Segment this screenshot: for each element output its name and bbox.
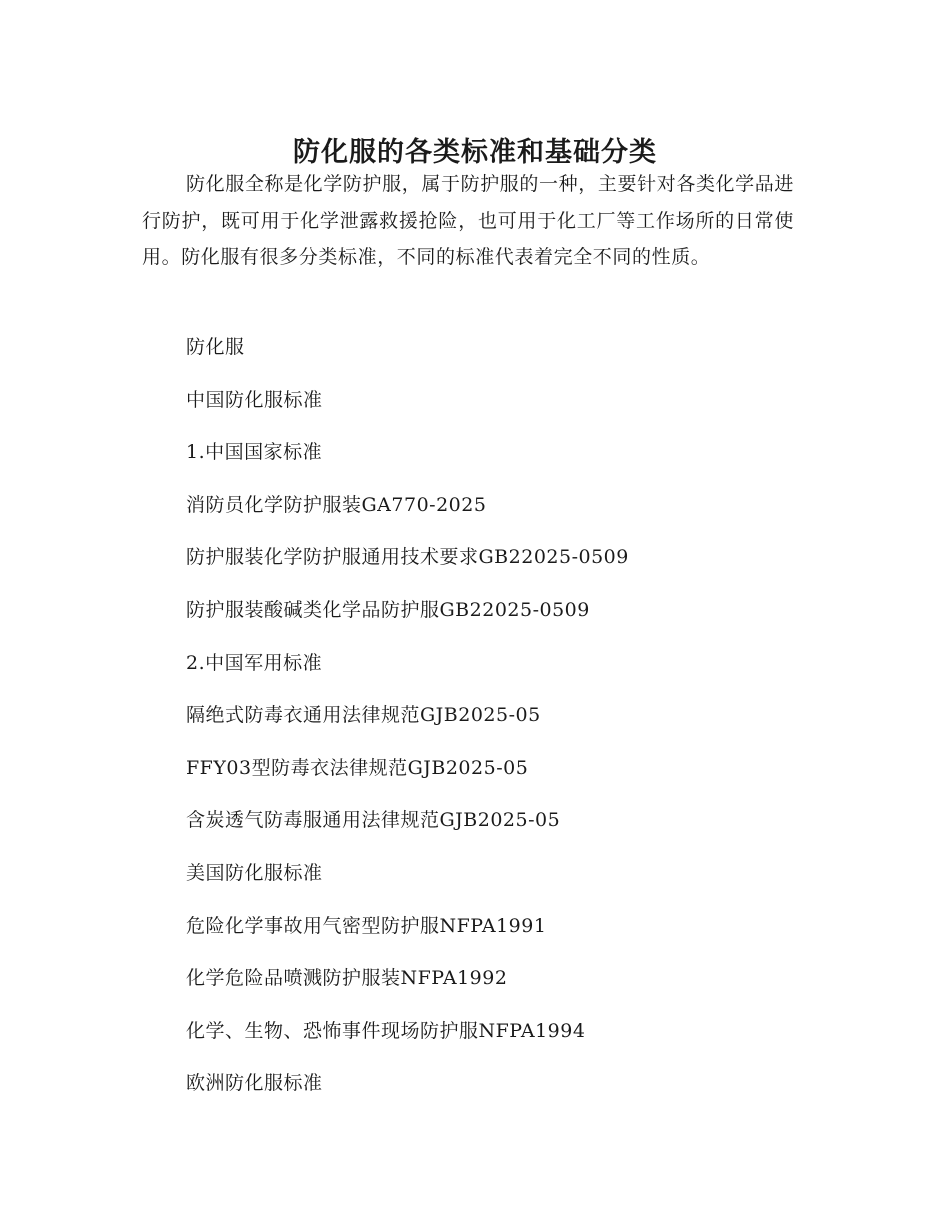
paragraph-line: 防护服装化学防护服通用技术要求GB22025-0509 <box>186 546 629 569</box>
paragraph-line: 化学危险品喷溅防护服装NFPA1992 <box>186 967 508 990</box>
paragraph-line: 危险化学事故用气密型防护服NFPA1991 <box>186 914 547 937</box>
paragraph-line: 防护服装酸碱类化学品防护服GB22025-0509 <box>186 598 590 621</box>
paragraph-line: 中国防化服标准 <box>186 388 323 411</box>
paragraph-line: 化学、生物、恐怖事件现场防护服NFPA1994 <box>186 1019 586 1042</box>
document-title: 防化服的各类标准和基础分类 <box>293 137 657 169</box>
standards-list <box>186 330 826 1119</box>
paragraph-line: 消防员化学防护服装GA770-2025 <box>186 493 487 516</box>
paragraph-line: 含炭透气防毒服通用法律规范GJB2025-05 <box>186 809 561 832</box>
paragraph-line: 美国防化服标准 <box>186 861 323 884</box>
paragraph-line: 隔绝式防毒衣通用法律规范GJB2025-05 <box>186 704 541 727</box>
paragraph-line: 欧洲防化服标准 <box>186 1072 323 1095</box>
paragraph-line: FFY03型防毒衣法律规范GJB2025-05 <box>186 756 529 779</box>
intro-paragraph: 防化服全称是化学防护服，属于防护服的一种，主要针对各类化学品进行防护，既可用于化学泄露救援抢险，也可用于化工厂等工作场所的日常使用。防化服有很多分类标准，不同的标准代表着完全不同的性质。 <box>142 173 794 268</box>
paragraph-line: 防化服 <box>186 336 245 358</box>
paragraph-line: 2.中国军用标准 <box>186 651 323 674</box>
paragraph-line: 1.中国国家标准 <box>186 441 323 464</box>
